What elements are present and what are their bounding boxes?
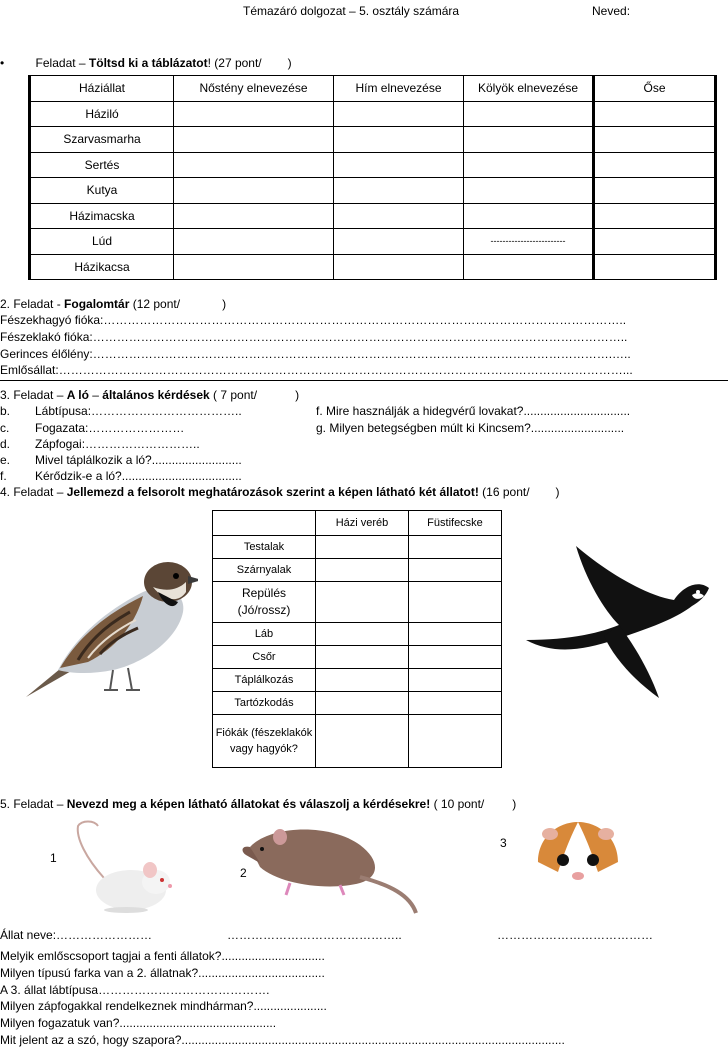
sparrow-image [18, 552, 198, 702]
answer-cell[interactable] [464, 152, 594, 178]
answer-cell[interactable] [316, 715, 409, 768]
question-item[interactable] [0, 421, 185, 435]
answer-cell[interactable] [174, 101, 334, 127]
task1-close: ) [287, 56, 292, 70]
question-item[interactable]: Milyen fogazatuk van?............................................... [0, 1016, 277, 1030]
row-label: Repülés (Jó/rossz) [213, 582, 316, 623]
row-label: Fiókák (fészeklakók vagy hagyók? [213, 715, 316, 768]
glossary-item[interactable]: Fészeklakó fióka:…………………………………………………………………………………………………………………….. [0, 330, 628, 344]
table-row [30, 152, 716, 178]
question-item[interactable] [0, 469, 242, 483]
task3-heading [0, 388, 299, 402]
row-label: Csőr [213, 646, 316, 669]
mouse-image [66, 818, 176, 918]
task2-prefix: 2. Feladat - [0, 297, 65, 311]
guinea-pig-image [528, 812, 628, 912]
animal-number-2: 2 [240, 866, 247, 880]
animal-number-1: 1 [50, 851, 57, 865]
answer-cell[interactable] [316, 669, 409, 692]
question-letter: d. [0, 437, 11, 451]
answer-cell[interactable] [334, 229, 464, 255]
answer-cell[interactable] [594, 229, 716, 255]
question-letter: f. [0, 469, 7, 483]
answer-cell[interactable] [594, 203, 716, 229]
question-item[interactable]: Melyik emlőscsoport tagjai a fenti állatok?............................... [0, 949, 325, 963]
answer-cell[interactable] [409, 623, 502, 646]
task4-prefix: 4. Feladat – [0, 485, 67, 499]
question-letter: b. [0, 404, 11, 418]
task3-dash: – [88, 388, 103, 402]
row-label: Lúd [30, 229, 174, 255]
glossary-item[interactable]: Gerinces élőlény:………………………………………………………………………………………………………………….….. [0, 347, 631, 361]
task3-points: ( 7 pont/ [209, 388, 258, 402]
domestic-animals-table [28, 75, 717, 280]
answer-cell[interactable] [316, 646, 409, 669]
table-row [30, 101, 716, 127]
row-label: Szarvasmarha [30, 127, 174, 153]
answer-cell[interactable] [334, 254, 464, 280]
birds-table [212, 510, 502, 768]
task4-heading [0, 485, 560, 499]
answer-cell[interactable] [409, 536, 502, 559]
row-label: Sertés [30, 152, 174, 178]
question-item[interactable] [0, 437, 200, 451]
row-label: Kutya [30, 178, 174, 204]
answer-cell[interactable] [409, 715, 502, 768]
answer-cell[interactable] [409, 692, 502, 715]
table-row [30, 178, 716, 204]
swallow-image [524, 540, 714, 700]
rat-image [240, 815, 420, 915]
task1-points: ! (27 pont/ [207, 56, 262, 70]
task4-title: Jellemezd a felsorolt meghatározások szerint a képen látható két állatot! [66, 485, 479, 499]
answer-cell[interactable] [594, 152, 716, 178]
table-row [213, 536, 502, 559]
answer-cell[interactable] [464, 203, 594, 229]
question-item[interactable]: Milyen típusú farka van a 2. állatnak?...................................... [0, 966, 325, 980]
col-header: Háziállat [30, 76, 174, 102]
question-item[interactable]: f. Mire használják a hidegvérű lovakat?................................ [316, 404, 631, 418]
task5-points: ( 10 pont/ [430, 797, 485, 811]
task3-close: ) [295, 388, 300, 402]
row-label: Tartózkodás [213, 692, 316, 715]
answer-cell[interactable] [174, 152, 334, 178]
answer-cell[interactable] [334, 203, 464, 229]
answer-cell[interactable] [316, 623, 409, 646]
question-item[interactable]: Milyen zápfogakkal rendelkeznek mindhárman?...................... [0, 999, 327, 1013]
task3-prefix: 3. Feladat – [0, 388, 67, 402]
answer-cell[interactable] [334, 178, 464, 204]
answer-cell[interactable] [464, 127, 594, 153]
question-letter: e. [0, 453, 11, 467]
task2-title: Fogalomtár [64, 297, 130, 311]
animal-number-3: 3 [500, 836, 507, 850]
answer-cell[interactable] [464, 178, 594, 204]
task4-points: (16 pont/ [478, 485, 530, 499]
answer-cell[interactable] [174, 178, 334, 204]
answer-cell[interactable] [174, 229, 334, 255]
page-title: Témazáró dolgozat – 5. osztály számára [243, 4, 460, 18]
divider [0, 380, 728, 381]
row-label: Láb [213, 623, 316, 646]
col-header: Házi veréb [316, 511, 409, 536]
question-text: Zápfogai:……………………….. [35, 437, 200, 451]
question-item[interactable]: A 3. állat lábtípusa……………………………………. [0, 983, 270, 997]
question-item[interactable] [0, 404, 242, 418]
table-row [213, 623, 502, 646]
col-header: Kölyök elnevezése [464, 76, 594, 102]
question-item[interactable]: g. Milyen betegségben múlt ki Kincsem?............................ [316, 421, 625, 435]
task2-heading [0, 297, 226, 311]
answer-cell[interactable] [594, 178, 716, 204]
table-header-row [30, 76, 716, 102]
answer-cell[interactable] [594, 254, 716, 280]
answer-cell[interactable] [316, 692, 409, 715]
task1-title: Töltsd ki a táblázatot [88, 56, 208, 70]
row-label: Szárnyalak [213, 559, 316, 582]
glossary-item[interactable]: Fészekhagyó fióka:………………………………………………………………………………………………………………….. [0, 313, 627, 327]
task5-prefix: 5. Feladat – [0, 797, 67, 811]
answer-cell[interactable] [316, 559, 409, 582]
task1-prefix: Feladat – [35, 56, 89, 70]
corner-cell [213, 511, 316, 536]
answer-cell[interactable] [594, 127, 716, 153]
row-label: Házikacsa [30, 254, 174, 280]
answer-cell[interactable] [334, 101, 464, 127]
task3-title-a: A ló [66, 388, 89, 402]
table-row [213, 646, 502, 669]
answer-cell[interactable] [409, 559, 502, 582]
question-item[interactable] [0, 453, 242, 467]
row-label: Testalak [213, 536, 316, 559]
question-item[interactable]: Mit jelent az a szó, hogy szapora?................................................................................................................... [0, 1033, 565, 1047]
bullet: • [0, 56, 5, 70]
answer-cell[interactable] [174, 127, 334, 153]
answer-cell[interactable] [464, 254, 594, 280]
answer-cell[interactable] [409, 669, 502, 692]
table-row [213, 669, 502, 692]
row-label: Házimacska [30, 203, 174, 229]
task1-heading [0, 56, 292, 70]
row-label: Táplálkozás [213, 669, 316, 692]
glossary-item[interactable]: Emlősállat:……………………………………………………………………………………………………………………………... [0, 363, 633, 377]
question-text: Mivel táplálkozik a ló?........................... [35, 453, 242, 467]
table-row [30, 229, 716, 255]
question-text: Lábtípusa:……………………………….. [35, 404, 242, 418]
answer-cell[interactable] [174, 254, 334, 280]
table-row [30, 127, 716, 153]
animal-name-blank-2[interactable]: …………………………………….. [227, 928, 402, 942]
question-text: Kérődzik-e a ló?.................................... [35, 469, 242, 483]
answer-cell[interactable] [316, 536, 409, 559]
answer-cell[interactable] [464, 101, 594, 127]
task2-close: ) [222, 297, 227, 311]
col-header: Nőstény elnevezése [174, 76, 334, 102]
question-text: Fogazata:…………………… [35, 421, 185, 435]
task2-points: (12 pont/ [129, 297, 181, 311]
answer-cell[interactable] [316, 582, 409, 623]
answer-cell[interactable] [174, 203, 334, 229]
task5-close: ) [512, 797, 517, 811]
answer-cell[interactable] [409, 582, 502, 623]
task3-title-b: általános kérdések [102, 388, 210, 402]
answer-cell[interactable] [594, 101, 716, 127]
table-row [30, 203, 716, 229]
row-label: Háziló [30, 101, 174, 127]
col-header: Füstifecske [409, 511, 502, 536]
animal-name-blank-3[interactable]: ………………………………… [497, 928, 653, 942]
name-label: Neved: [592, 4, 631, 18]
col-header: Őse [594, 76, 716, 102]
question-letter: c. [0, 421, 10, 435]
dash-cell: ------------------------- [464, 229, 594, 255]
task4-close: ) [555, 485, 560, 499]
answer-cell[interactable] [334, 127, 464, 153]
answer-cell[interactable] [334, 152, 464, 178]
table-row [213, 692, 502, 715]
table-header-row [213, 511, 502, 536]
table-row [213, 582, 502, 623]
table-row [213, 715, 502, 768]
col-header: Hím elnevezése [334, 76, 464, 102]
animal-name-label[interactable]: Állat neve:…………………… [0, 928, 153, 942]
task5-title: Nevezd meg a képen látható állatokat és válaszolj a kérdésekre! [66, 797, 431, 811]
table-row [30, 254, 716, 280]
table-row [213, 559, 502, 582]
answer-cell[interactable] [409, 646, 502, 669]
task5-heading [0, 797, 516, 811]
